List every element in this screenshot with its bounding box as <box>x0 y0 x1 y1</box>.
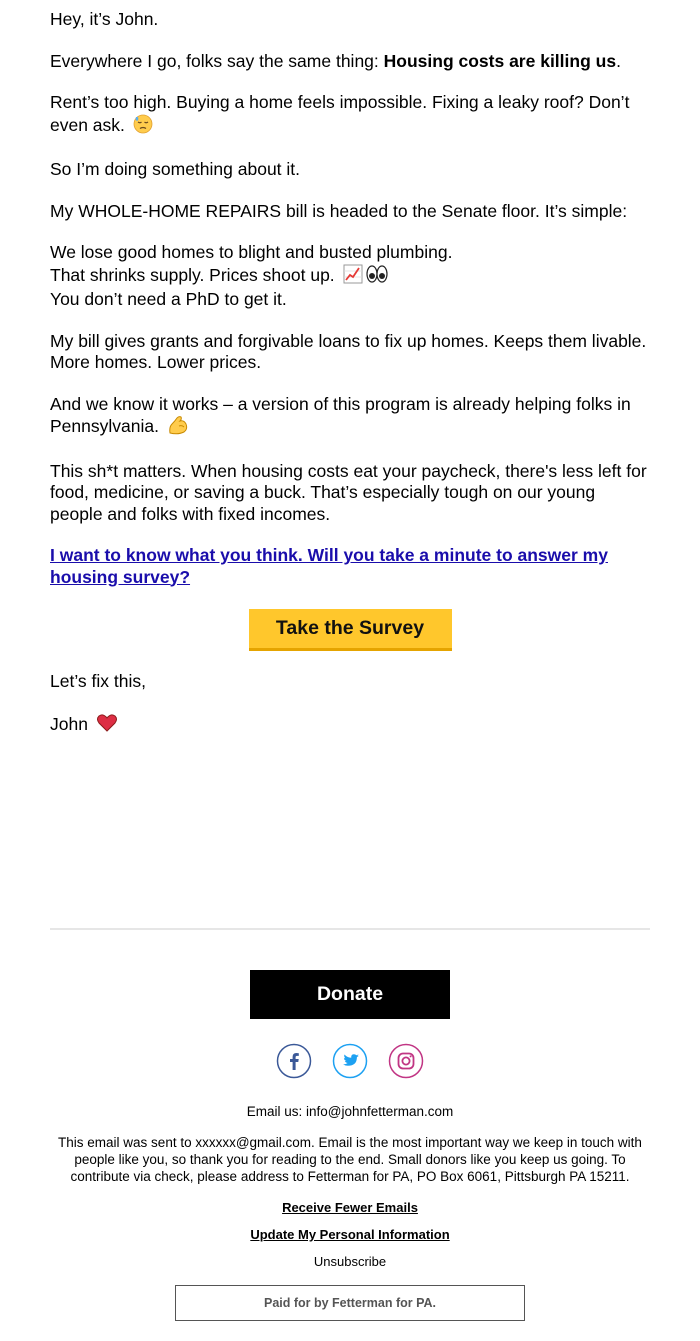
spacer <box>50 758 650 928</box>
twitter-icon[interactable] <box>332 1043 368 1079</box>
paragraph-everywhere-end: . <box>616 50 621 71</box>
twitter-link[interactable] <box>332 1043 368 1079</box>
paragraph-it-works <box>50 394 650 441</box>
update-personal-info-link[interactable]: Update My Personal Information <box>250 1227 450 1242</box>
paragraph-matters: This sh*t matters. When housing costs eat your paycheck, there's less left for food, medicine, or saving a buck. That’s especially tough on our young people and folks with fixed incomes. <box>50 460 647 524</box>
paid-for-disclaimer: Paid for by Fetterman for PA. <box>175 1285 525 1321</box>
paragraph-bill: My WHOLE-HOME REPAIRS bill is headed to the Senate floor. It’s simple: <box>50 200 628 221</box>
supply-line-2: That shrinks supply. Prices shoot up. <box>50 264 335 285</box>
greeting: Hey, it’s John. <box>50 9 159 29</box>
supply-line-3: You don’t need a PhD to get it. <box>50 289 287 309</box>
survey-link[interactable]: I want to know what you think. Will you take a minute to answer my housing survey? <box>50 545 608 587</box>
footer <box>50 928 650 1321</box>
fine-print: This email was sent to xxxxxx@gmail.com. Email is the most important way we keep in touch with people like you, so thank you for reading to the end. Small donors like you keep us going. To contribute via check, please address to Fetterman for PA, PO Box 6061, Pittsburgh PA 15211. <box>58 1135 642 1184</box>
facebook-icon[interactable] <box>276 1043 312 1079</box>
paragraph-supply <box>50 242 650 311</box>
instagram-icon[interactable] <box>388 1043 424 1079</box>
signoff: Let’s fix this, <box>50 671 146 691</box>
take-survey-button[interactable]: Take the Survey <box>249 609 452 651</box>
paragraph-grants: My bill gives grants and forgivable loans to fix up homes. Keeps them livable. More homes. Lower prices. <box>50 330 647 372</box>
paragraph-doing-something: So I’m doing something about it. <box>50 159 301 179</box>
supply-line-1: We lose good homes to blight and busted plumbing. <box>50 242 453 262</box>
paragraph-everywhere <box>50 51 650 73</box>
email-body <box>50 0 650 928</box>
chart-increasing-icon <box>343 264 363 290</box>
donate-button[interactable]: Donate <box>250 970 450 1019</box>
instagram-link[interactable] <box>388 1043 424 1079</box>
signature-line <box>50 713 650 739</box>
unsubscribe-link[interactable]: Unsubscribe <box>313 1254 387 1269</box>
downcast-sweat-face-icon <box>133 114 153 140</box>
survey-cta-wrap <box>50 609 650 651</box>
eyes-icon <box>366 264 388 290</box>
flexed-biceps-icon <box>167 415 189 441</box>
email-us: Email us: info@johnfetterman.com <box>246 1104 454 1119</box>
paragraph-rent <box>50 92 650 139</box>
social-links <box>50 1043 650 1079</box>
paragraph-it-works-text: And we know it works – a version of this program is already helping folks in Pennsylvania. <box>50 393 631 436</box>
footer-divider <box>50 928 650 930</box>
signature: John <box>50 713 88 734</box>
paragraph-rent-text: Rent’s too high. Buying a home feels impossible. Fixing a leaky roof? Don’t even ask. <box>50 92 630 135</box>
facebook-link[interactable] <box>276 1043 312 1079</box>
survey-link-paragraph <box>50 545 650 588</box>
housing-costs-bold: Housing costs are killing us <box>383 50 617 71</box>
receive-fewer-emails-link[interactable]: Receive Fewer Emails <box>282 1200 418 1215</box>
red-heart-icon <box>96 713 118 739</box>
paragraph-everywhere-text: Everywhere I go, folks say the same thing: <box>50 50 384 71</box>
